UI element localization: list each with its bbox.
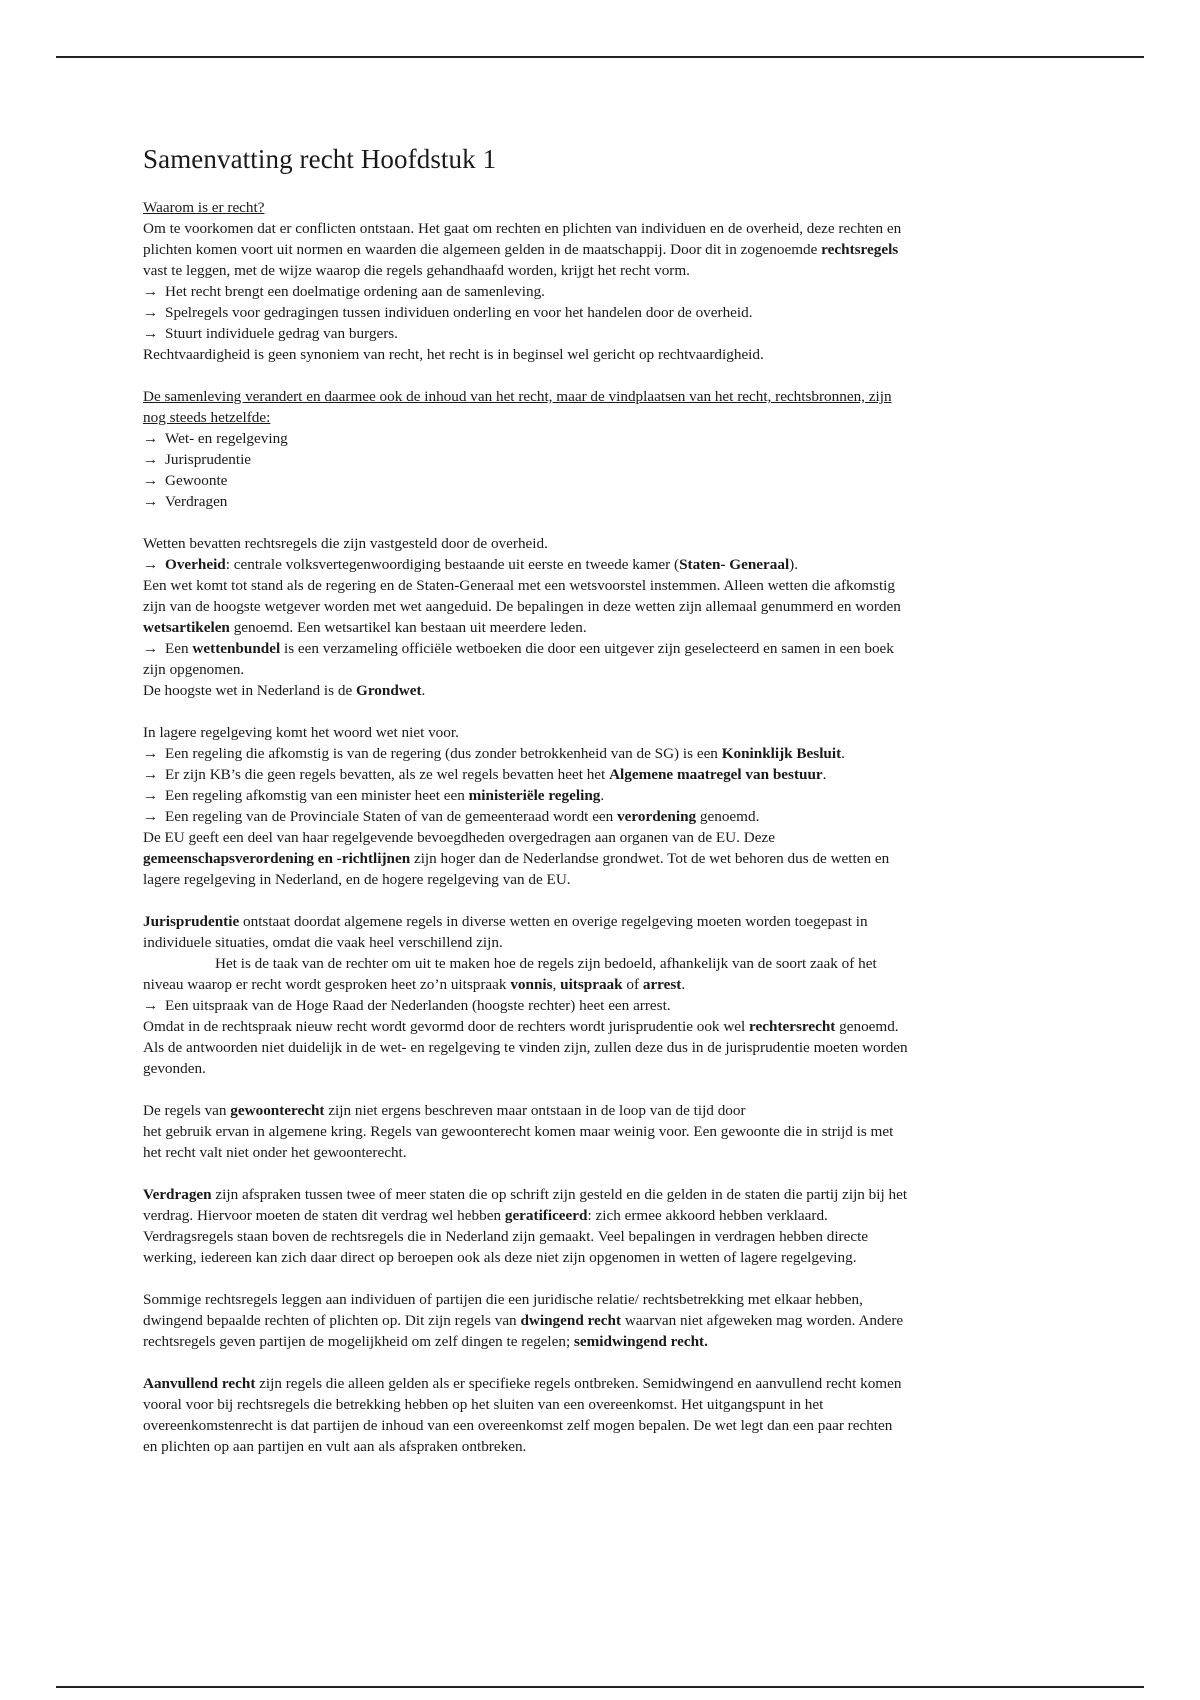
section-legal-sources: [143, 386, 1058, 512]
paragraph-line: In lagere regelgeving komt het woord wet niet voor.: [143, 724, 459, 741]
arrow-icon: →: [143, 493, 159, 510]
bullet-item: → Gewoonte: [143, 472, 228, 489]
bullet-item: → Spelregels voor gedragingen tussen individuen onderling en voor het handelen door de overheid.: [143, 304, 753, 321]
paragraph-line: vast te leggen, met de wijze waarop die regels gehandhaafd worden, krijgt het recht vorm.: [143, 262, 690, 279]
section-why-law: [143, 197, 1058, 365]
paragraph-line: en plichten op aan partijen en vult aan als afspraken ontbreken.: [143, 1438, 527, 1455]
paragraph-line: individuele situaties, omdat die vaak heel verschillend zijn.: [143, 934, 503, 951]
arrow-icon: →: [143, 766, 159, 783]
paragraph-line: lagere regelgeving in Nederland, en de hogere regelgeving van de EU.: [143, 871, 571, 888]
paragraph-line: Om te voorkomen dat er conflicten ontstaan. Het gaat om rechten en plichten van individuen en de overheid, deze rechten en: [143, 220, 902, 237]
arrow-icon: →: [143, 787, 159, 804]
arrow-icon: →: [143, 451, 159, 468]
paragraph-line: niveau waarop er recht wordt gesproken heet zo’n uitspraak vonnis, uitspraak of arrest.: [143, 976, 686, 993]
paragraph-line: gevonden.: [143, 1060, 206, 1077]
section-jurisprudentie: [143, 911, 1058, 1079]
paragraph-line: wetsartikelen genoemd. Een wetsartikel kan bestaan uit meerdere leden.: [143, 619, 587, 636]
paragraph-line: Verdragen zijn afspraken tussen twee of meer staten die op schrift zijn gesteld en die gelden in de staten die partij zijn bij het: [143, 1186, 908, 1203]
bullet-item: → Wet- en regelgeving: [143, 430, 288, 447]
bullet-item: → Stuurt individuele gedrag van burgers.: [143, 325, 398, 342]
section-verdragen: [143, 1184, 1058, 1268]
paragraph-line: De hoogste wet in Nederland is de Grondwet.: [143, 682, 426, 699]
paragraph-line: De EU geeft een deel van haar regelgevende bevoegdheden overgedragen aan organen van de EU. Deze: [143, 829, 775, 846]
bullet-item: → Een regeling die afkomstig is van de regering (dus zonder betrokkenheid van de SG) is een Koninklijk Besluit.: [143, 745, 845, 762]
bullet-item: → Het recht brengt een doelmatige ordening aan de samenleving.: [143, 283, 545, 300]
section-wetten: [143, 533, 1058, 701]
paragraph-line: Het is de taak van de rechter om uit te maken hoe de regels zijn bedoeld, afhankelijk van de soort zaak of het: [215, 955, 877, 972]
section-dwingend-recht: [143, 1289, 1058, 1352]
paragraph-line: plichten komen voort uit normen en waarden die algemeen gelden in de maatschappij. Door dit in zogenoemde rechtsregels: [143, 241, 899, 258]
section-heading: nog steeds hetzelfde:: [143, 409, 271, 426]
arrow-icon: →: [143, 745, 159, 762]
section-heading: De samenleving verandert en daarmee ook de inhoud van het recht, maar de vindplaatsen van het recht, rechtsbronnen, zijn: [143, 388, 892, 405]
paragraph-line: Sommige rechtsregels leggen aan individuen of partijen die een juridische relatie/ rechtsbetrekking met elkaar hebben,: [143, 1291, 863, 1308]
bullet-item: → Een wettenbundel is een verzameling officiële wetboeken die door een uitgever zijn geselecteerd en samen in een boek: [143, 640, 894, 657]
paragraph-line: Als de antwoorden niet duidelijk in de wet- en regelgeving te vinden zijn, zullen deze dus in de jurisprudentie moeten worden: [143, 1039, 908, 1056]
arrow-icon: →: [143, 997, 159, 1014]
arrow-icon: →: [143, 640, 159, 657]
arrow-icon: →: [143, 304, 159, 321]
paragraph-line: zijn opgenomen.: [143, 661, 245, 678]
paragraph-line: het recht valt niet onder het gewoonterecht.: [143, 1144, 407, 1161]
paragraph-line: De regels van gewoonterecht zijn niet ergens beschreven maar ontstaan in de loop van de tijd door: [143, 1102, 746, 1119]
paragraph-line: rechtsregels geven partijen de mogelijkheid om zelf dingen te regelen; semidwingend recht.: [143, 1333, 708, 1350]
section-heading: Waarom is er recht?: [143, 199, 265, 216]
paragraph-line: werking, iedereen kan zich daar direct op beroepen ook als deze niet zijn opgenomen in wetten of lagere regelgeving.: [143, 1249, 857, 1266]
paragraph-line: gemeenschapsverordening en -richtlijnen zijn hoger dan de Nederlandse grondwet. Tot de wet behoren dus de wetten en: [143, 850, 890, 867]
section-aanvullend-recht: [143, 1373, 1058, 1457]
paragraph-line: vooral voor bij rechtsregels die betrekking hebben op het sluiten van een overeenkomst. Het uitgangspunt in het: [143, 1396, 824, 1413]
arrow-icon: →: [143, 472, 159, 489]
paragraph-line: Omdat in de rechtspraak nieuw recht wordt gevormd door de rechters wordt jurisprudentie ook wel rechtersrecht genoemd.: [143, 1018, 899, 1035]
header-rule: [56, 56, 1144, 58]
arrow-icon: →: [143, 556, 159, 573]
section-gewoonterecht: [143, 1100, 1058, 1163]
paragraph-line: Verdragsregels staan boven de rechtsregels die in Nederland zijn gemaakt. Veel bepalingen in verdragen hebben directe: [143, 1228, 869, 1245]
footer-rule: [56, 1686, 1144, 1688]
paragraph-line: dwingend bepaalde rechten of plichten op. Dit zijn regels van dwingend recht waarvan niet afgeweken mag worden. Andere: [143, 1312, 904, 1329]
paragraph-line: verdrag. Hiervoor moeten de staten dit verdrag wel hebben geratificeerd: zich ermee akkoord hebben verklaard.: [143, 1207, 828, 1224]
bullet-item: → Een uitspraak van de Hoge Raad der Nederlanden (hoogste rechter) heet een arrest.: [143, 997, 671, 1014]
bullet-item: → Overheid: centrale volksvertegenwoordiging bestaande uit eerste en tweede kamer (Staten- Generaal).: [143, 556, 799, 573]
paragraph-line: Een wet komt tot stand als de regering en de Staten-Generaal met een wetsvoorstel instemmen. Alleen wetten die afkomstig: [143, 577, 895, 594]
paragraph-line: Aanvullend recht zijn regels die alleen gelden als er specifieke regels ontbreken. Semidwingend en aanvullend recht komen: [143, 1375, 902, 1392]
paragraph-line: zijn van de hoogste wetgever worden met wet aangeduid. De bepalingen in deze wetten zijn allemaal genummerd en worden: [143, 598, 901, 615]
arrow-icon: →: [143, 325, 159, 342]
arrow-icon: →: [143, 808, 159, 825]
paragraph-line: Jurisprudentie ontstaat doordat algemene regels in diverse wetten en overige regelgeving moeten worden toegepast in: [143, 913, 868, 930]
bullet-item: → Een regeling van de Provinciale Staten of van de gemeenteraad wordt een verordening genoemd.: [143, 808, 760, 825]
paragraph-line: Wetten bevatten rechtsregels die zijn vastgesteld door de overheid.: [143, 535, 548, 552]
bullet-item: → Er zijn KB’s die geen regels bevatten, als ze wel regels bevatten heet het Algemene maatregel van bestuur.: [143, 766, 827, 783]
section-lagere-regelgeving: [143, 722, 1058, 890]
paragraph-line: het gebruik ervan in algemene kring. Regels van gewoonterecht komen maar weinig voor. Een gewoonte die in strijd is met: [143, 1123, 894, 1140]
arrow-icon: →: [143, 283, 159, 300]
paragraph-line: Rechtvaardigheid is geen synoniem van recht, het recht is in beginsel wel gericht op rechtvaardigheid.: [143, 346, 764, 363]
arrow-icon: →: [143, 430, 159, 447]
paragraph-line: overeenkomstenrecht is dat partijen de inhoud van een overeenkomst zelf mogen bepalen. De wet legt dan een paar rechten: [143, 1417, 893, 1434]
bullet-item: → Verdragen: [143, 493, 228, 510]
bullet-item: → Jurisprudentie: [143, 451, 252, 468]
bullet-item: → Een regeling afkomstig van een minister heet een ministeriële regeling.: [143, 787, 605, 804]
document-title: Samenvatting recht Hoofdstuk 1: [143, 144, 497, 174]
document-body: [143, 144, 1058, 1457]
